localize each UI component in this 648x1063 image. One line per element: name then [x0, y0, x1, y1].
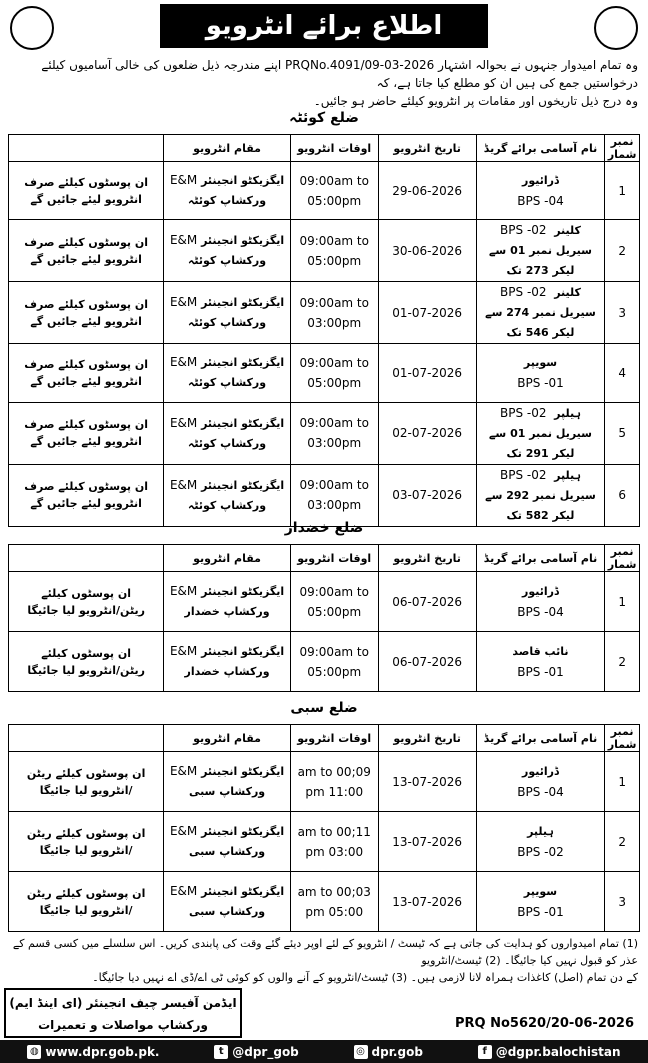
cell-date [378, 282, 476, 344]
time-to: 05:00 pm [305, 904, 364, 919]
interview-date: 06-07-2026 [392, 594, 463, 609]
post-grade: BPS -02 [500, 223, 547, 238]
post-line [479, 403, 603, 424]
column-header-time: اوقات انٹرویو [290, 545, 378, 572]
post-serial-range: سیریل نمبر 292 سے لیکر 582 تک [485, 488, 596, 522]
remarks-line-2: ریٹن/انٹرویو لیا جائیگا [27, 603, 145, 617]
remarks-line-2: انٹرویو لیئے جائیں گے [30, 435, 142, 449]
time-from: 09:00am to [299, 173, 369, 188]
cell-time [290, 464, 378, 526]
place-workshop: ورکشاپ کوئٹہ [187, 254, 267, 268]
cell-remarks [9, 812, 164, 872]
interview-date: 13-07-2026 [392, 894, 463, 909]
interview-date: 30-06-2026 [392, 243, 463, 258]
cell-time [290, 402, 378, 464]
cell-remarks [9, 464, 164, 526]
cell-place [164, 162, 291, 220]
place-dept: E&M [169, 644, 198, 658]
column-header-place: مقام انٹرویو [164, 135, 291, 162]
table-row [9, 282, 640, 344]
cell-remarks [9, 162, 164, 220]
remarks-line-2: /انٹرویو لیا جائیگا [39, 783, 133, 797]
cell-post [476, 632, 605, 692]
time-from: 09:00am to [299, 478, 369, 493]
serial-no: 2 [618, 834, 626, 849]
serial-no: 3 [618, 894, 626, 909]
interview-date: 06-07-2026 [392, 654, 463, 669]
place-dept: E&M [169, 295, 198, 310]
table-row [9, 572, 640, 632]
post-line [479, 170, 603, 191]
post-grade: BPS -04 [517, 785, 564, 799]
remarks-line-1: ان پوسٹوں کیلئے [41, 646, 131, 660]
remarks-line-2: انٹرویو لیئے جائیں گے [30, 314, 142, 328]
cell-post [476, 344, 605, 402]
cell-no [605, 752, 640, 812]
place-title: ایگزیکٹو انجینئر [201, 296, 285, 310]
cell-no [605, 282, 640, 344]
cell-remarks [9, 752, 164, 812]
column-header-post: نام آسامی برائے گریڈ [476, 725, 605, 752]
column-header-no: نمبر شمار [605, 135, 640, 162]
serial-no: 1 [618, 594, 626, 609]
cell-post [476, 282, 605, 344]
cell-post [476, 464, 605, 526]
place-workshop: ورکشاپ سبی [188, 905, 266, 918]
cell-time [290, 872, 378, 932]
cell-no [605, 162, 640, 220]
place-title: ایگزیکٹو انجینئر [201, 885, 285, 898]
instagram-icon: ◎ [354, 1045, 368, 1059]
schedule-table [8, 134, 640, 527]
post-name: ڈرائیور [522, 585, 559, 598]
cell-place [164, 402, 291, 464]
cell-time [290, 632, 378, 692]
place-line-1 [166, 292, 288, 313]
place-title: ایگزیکٹو انجینئر [201, 234, 285, 248]
serial-no: 2 [618, 243, 626, 258]
cell-date [378, 402, 476, 464]
place-workshop: ورکشاپ سبی [188, 785, 266, 798]
cell-no [605, 464, 640, 526]
place-workshop: ورکشاپ کوئٹہ [187, 436, 267, 450]
cell-place [164, 872, 291, 932]
place-title: ایگزیکٹو انجینئر [201, 825, 285, 838]
time-to: 05:00pm [307, 375, 362, 390]
twitter-icon: t [214, 1045, 228, 1059]
post-name: سویپر [523, 356, 558, 370]
interview-date: 02-07-2026 [392, 426, 463, 441]
cell-no [605, 572, 640, 632]
serial-no: 1 [618, 774, 626, 789]
notes-line-2: کے دن تمام (اصل) کاغذات ہمراہ لانا لازمی ہیں۔ (3) ٹیسٹ/انٹرویو کے آنے والوں کو کوئی ٹی اے/ڈی اے نہیں دیا جائیگا۔ [92, 971, 638, 984]
column-header-date: تاریخ انٹرویو [378, 135, 476, 162]
post-line [479, 581, 603, 602]
cell-place [164, 282, 291, 344]
serial-no: 4 [618, 365, 626, 380]
schedule-table [8, 724, 640, 932]
time-to: 03:00pm [307, 498, 362, 513]
table-row [9, 402, 640, 464]
cell-time [290, 812, 378, 872]
column-header-remarks [9, 545, 164, 572]
interview-date: 13-07-2026 [392, 834, 463, 849]
footer-twitter[interactable] [214, 1045, 299, 1059]
place-workshop: ورکشاپ کوئٹہ [187, 498, 267, 512]
time-from: 09:00am to [299, 233, 369, 248]
serial-no: 1 [618, 183, 626, 198]
place-dept: E&M [169, 173, 198, 188]
footer-website[interactable] [27, 1045, 159, 1059]
time-from: 09;00 am to [297, 764, 371, 779]
notes-line-1: (1) تمام امیدواروں کو ہدایت کی جاتی ہے کہ ٹیسٹ / انٹرویو کے لئے اوپر دیئے گئے وقت کی پابندی کریں۔ اس سلسلے میں کسی قسم کے عذر کو قبول نہیں کیا جائیگا۔ (2) ٹیسٹ/انٹرویو [12, 937, 638, 967]
remarks-line-2: /انٹرویو لیا جائیگا [39, 843, 133, 857]
facebook-icon: f [478, 1045, 492, 1059]
table-header [9, 545, 640, 572]
place-line-1 [166, 641, 288, 662]
facebook-label: @dgpr.balochistan [495, 1044, 621, 1059]
cell-post [476, 402, 605, 464]
globe-icon: ◍ [27, 1045, 41, 1059]
place-line-1 [166, 581, 288, 602]
table-row [9, 752, 640, 812]
time-from: 09:00am to [299, 355, 369, 370]
cell-remarks [9, 402, 164, 464]
place-line-1 [166, 170, 288, 191]
table-row [9, 812, 640, 872]
cell-date [378, 162, 476, 220]
column-header-place: مقام انٹرویو [164, 725, 291, 752]
post-name: کلینر [554, 224, 581, 238]
column-header-date: تاریخ انٹرویو [378, 725, 476, 752]
place-workshop: ورکشاپ کوئٹہ [187, 316, 267, 330]
post-grade: BPS -01 [517, 376, 564, 391]
column-header-remarks [9, 725, 164, 752]
place-title: ایگزیکٹو انجینئر [201, 585, 285, 598]
place-dept: E&M [169, 477, 198, 492]
time-from: 09:00am to [299, 644, 369, 659]
column-header-time: اوقات انٹرویو [290, 135, 378, 162]
cell-place [164, 464, 291, 526]
intro-text [10, 56, 638, 110]
cell-post [476, 572, 605, 632]
place-line-1 [166, 761, 288, 782]
place-title: ایگزیکٹو انجینئر [201, 478, 285, 492]
office-line-2: ورکشاپ مواصلات و تعمیرات [38, 1018, 208, 1032]
time-to: 05:00pm [307, 604, 362, 619]
post-name: سویپر [523, 885, 558, 898]
page-title: اطلاع برائے انٹرویو [160, 4, 488, 48]
footer-bar [0, 1040, 648, 1063]
place-dept: E&M [169, 884, 198, 898]
post-line [479, 220, 603, 241]
instagram-label: dpr.gob [371, 1044, 423, 1059]
table-row [9, 344, 640, 402]
time-to: 11:00 pm [305, 784, 364, 799]
serial-no: 2 [618, 654, 626, 669]
column-header-time: اوقات انٹرویو [290, 725, 378, 752]
post-line [479, 641, 603, 662]
place-dept: E&M [169, 355, 198, 370]
place-line-1 [166, 881, 288, 902]
place-line-1 [166, 475, 288, 496]
cell-date [378, 632, 476, 692]
post-name: کلینر [554, 286, 581, 300]
cell-post [476, 872, 605, 932]
remarks-line-1: ان پوسٹوں کیلئے صرف [24, 480, 149, 494]
notes [10, 935, 638, 986]
header [0, 0, 648, 54]
remarks-line-1: ان پوسٹوں کیلئے صرف [24, 175, 149, 189]
post-line [479, 352, 603, 373]
schedule-table [8, 544, 640, 692]
cell-place [164, 632, 291, 692]
column-header-no: نمبر شمار [605, 725, 640, 752]
interview-date: 03-07-2026 [392, 488, 463, 503]
district-title: ضلع سبی [290, 700, 358, 716]
cell-time [290, 162, 378, 220]
prq-number: PRQ No5620/20-06-2026 [454, 1016, 634, 1031]
place-dept: E&M [169, 415, 198, 430]
post-name: ہیلپر [554, 406, 581, 420]
interview-date: 29-06-2026 [392, 183, 463, 198]
place-dept: E&M [169, 233, 198, 248]
table-row [9, 162, 640, 220]
remarks-line-1: ان پوسٹوں کیلئے صرف [24, 357, 149, 371]
cell-time [290, 282, 378, 344]
column-header-post: نام آسامی برائے گریڈ [476, 545, 605, 572]
place-title: ایگزیکٹو انجینئر [201, 645, 285, 658]
cell-place [164, 220, 291, 282]
place-dept: E&M [169, 584, 198, 598]
cell-no [605, 632, 640, 692]
office-stamp [4, 988, 242, 1038]
place-line-1 [166, 821, 288, 842]
place-workshop: ورکشاپ خضدار [184, 665, 270, 678]
post-grade: BPS -02 [500, 467, 547, 482]
cell-place [164, 572, 291, 632]
post-line [479, 761, 603, 782]
cell-remarks [9, 344, 164, 402]
remarks-line-2: انٹرویو لیئے جائیں گے [30, 497, 142, 511]
remarks-line-1: ان پوسٹوں کیلئے صرف [24, 297, 149, 311]
time-to: 03:00 pm [305, 844, 364, 859]
place-line-1 [166, 413, 288, 434]
post-grade: BPS -04 [517, 194, 564, 209]
cell-no [605, 344, 640, 402]
place-dept: E&M [169, 764, 198, 778]
post-line [479, 821, 603, 842]
cell-remarks [9, 572, 164, 632]
cell-date [378, 872, 476, 932]
left-logo-icon [10, 6, 54, 50]
post-grade: BPS -04 [517, 605, 564, 619]
cell-place [164, 752, 291, 812]
post-grade: BPS -01 [517, 905, 564, 919]
remarks-line-1: ان پوسٹوں کیلئے ریٹن [26, 766, 146, 780]
cell-time [290, 572, 378, 632]
table-row [9, 632, 640, 692]
place-workshop: ورکشاپ کوئٹہ [187, 194, 267, 208]
cell-date [378, 752, 476, 812]
interview-date: 01-07-2026 [392, 365, 463, 380]
cell-place [164, 344, 291, 402]
twitter-label: @dpr_gob [232, 1044, 299, 1059]
remarks-line-2: انٹرویو لیئے جائیں گے [30, 252, 142, 266]
post-serial-range: سیریل نمبر 01 سے لیکر 291 تک [488, 426, 592, 460]
interview-date: 13-07-2026 [392, 774, 463, 789]
right-logo-icon [594, 6, 638, 50]
cell-date [378, 220, 476, 282]
table-row [9, 872, 640, 932]
place-workshop: ورکشاپ سبی [188, 845, 266, 858]
time-from: 09:00am to [299, 584, 369, 599]
cell-no [605, 220, 640, 282]
footer-facebook[interactable] [478, 1045, 621, 1059]
cell-post [476, 220, 605, 282]
time-to: 03:00pm [307, 315, 362, 330]
time-from: 11;00 am to [297, 824, 371, 839]
place-workshop: ورکشاپ خضدار [184, 605, 270, 618]
post-serial-range: سیریل نمبر 01 سے لیکر 273 تک [488, 244, 592, 278]
column-header-date: تاریخ انٹرویو [378, 545, 476, 572]
remarks-line-1: ان پوسٹوں کیلئے صرف [24, 418, 149, 432]
district-title: ضلع کوئٹہ [289, 110, 359, 126]
website-label: www.dpr.gob.pk. [45, 1044, 160, 1059]
place-workshop: ورکشاپ کوئٹہ [187, 376, 267, 390]
office-line-1: ایڈمن آفیسر چیف انجینئر (ای اینڈ ایم) [9, 996, 237, 1010]
serial-no: 3 [618, 305, 626, 320]
cell-remarks [9, 282, 164, 344]
place-title: ایگزیکٹو انجینئر [201, 416, 285, 430]
post-name: ہیلپر [554, 468, 581, 482]
time-from: 03;00 am to [297, 884, 371, 899]
column-header-post: نام آسامی برائے گریڈ [476, 135, 605, 162]
remarks-line-1: ان پوسٹوں کیلئے [41, 586, 131, 600]
post-grade: BPS -02 [500, 405, 547, 420]
cell-remarks [9, 220, 164, 282]
cell-post [476, 162, 605, 220]
post-line [479, 465, 603, 486]
post-serial-range: سیریل نمبر 274 سے لیکر 546 تک [485, 306, 596, 340]
post-name: ہیلپر [527, 825, 554, 838]
cell-post [476, 812, 605, 872]
table-row [9, 220, 640, 282]
cell-date [378, 812, 476, 872]
cell-remarks [9, 872, 164, 932]
remarks-line-2: انٹرویو لیئے جائیں گے [30, 192, 142, 206]
column-header-place: مقام انٹرویو [164, 545, 291, 572]
post-name: ڈرائیور [522, 765, 559, 778]
post-grade: BPS -02 [500, 285, 547, 300]
cell-time [290, 752, 378, 812]
place-title: ایگزیکٹو انجینئر [201, 174, 285, 188]
time-to: 05:00pm [307, 253, 362, 268]
time-to: 03:00pm [307, 436, 362, 451]
cell-no [605, 812, 640, 872]
post-name: نائب قاصد [512, 645, 569, 658]
interview-date: 01-07-2026 [392, 305, 463, 320]
district-title: ضلع خضدار [284, 520, 364, 536]
table-header [9, 135, 640, 162]
post-line [479, 282, 603, 303]
serial-no: 6 [618, 488, 626, 503]
cell-no [605, 402, 640, 464]
place-line-1 [166, 352, 288, 373]
time-to: 05:00pm [307, 193, 362, 208]
time-to: 05:00pm [307, 664, 362, 679]
footer-instagram[interactable] [354, 1045, 423, 1059]
post-grade: BPS -02 [517, 845, 564, 859]
post-line [479, 881, 603, 902]
post-grade: BPS -01 [517, 665, 564, 679]
serial-no: 5 [618, 426, 626, 441]
intro-line-2: وہ درج ذیل تاریخوں اور مقامات پر انٹرویو کیلئے حاضر ہو جائیں۔ [313, 94, 638, 108]
remarks-line-2: انٹرویو لیئے جائیں گے [30, 374, 142, 388]
remarks-line-2: /انٹرویو لیا جائیگا [39, 903, 133, 917]
post-name: ڈرائیور [522, 174, 559, 188]
intro-line-1: وہ تمام امیدوار جنہوں نے بحوالہ اشتہار PRQNo.4091/09-03-2026 اپنے مندرجہ ذیل ضلعوں کی خالی آسامیوں کیلئے درخواستیں جمع کی ہیں ان کو مطلع کیا جاتا ہے، کہ [41, 58, 638, 90]
column-header-no: نمبر شمار [605, 545, 640, 572]
place-line-1 [166, 230, 288, 251]
place-dept: E&M [169, 824, 198, 838]
table-row [9, 464, 640, 526]
place-title: ایگزیکٹو انجینئر [201, 356, 285, 370]
remarks-line-1: ان پوسٹوں کیلئے ریٹن [26, 826, 146, 840]
place-title: ایگزیکٹو انجینئر [201, 765, 285, 778]
cell-date [378, 344, 476, 402]
cell-time [290, 220, 378, 282]
cell-remarks [9, 632, 164, 692]
cell-place [164, 812, 291, 872]
cell-no [605, 872, 640, 932]
cell-post [476, 752, 605, 812]
cell-date [378, 464, 476, 526]
remarks-line-1: ان پوسٹوں کیلئے صرف [24, 235, 149, 249]
cell-date [378, 572, 476, 632]
time-from: 09:00am to [299, 416, 369, 431]
time-from: 09:00am to [299, 295, 369, 310]
remarks-line-1: ان پوسٹوں کیلئے ریٹن [26, 886, 146, 900]
remarks-line-2: ریٹن/انٹرویو لیا جائیگا [27, 663, 145, 677]
column-header-remarks [9, 135, 164, 162]
table-header [9, 725, 640, 752]
cell-time [290, 344, 378, 402]
